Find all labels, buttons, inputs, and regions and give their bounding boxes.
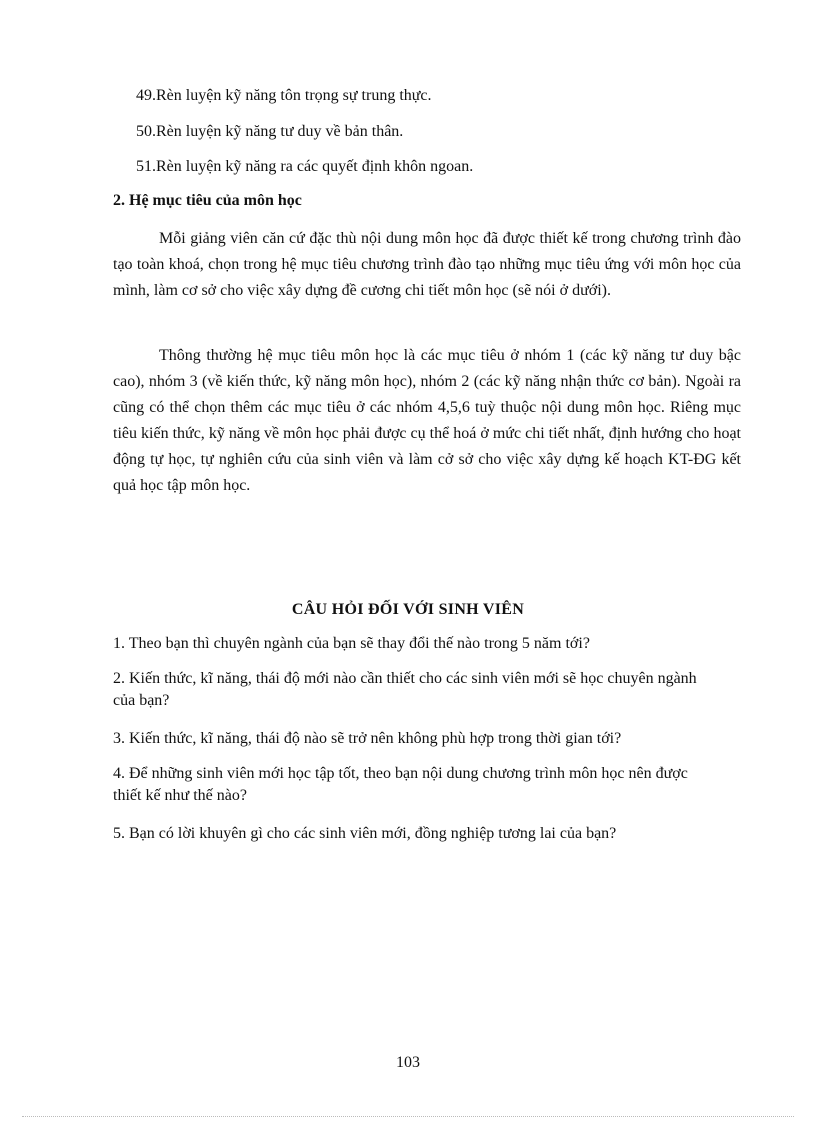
question-item: 2. Kiến thức, kĩ năng, thái độ mới nào cần thiết cho các sinh viên mới sẽ học chuyên ngành của bạn?	[113, 670, 697, 709]
list-item	[136, 122, 403, 142]
list-item-text: Rèn luyện kỹ năng tôn trọng sự trung thực.	[156, 87, 432, 104]
section-heading: 2. Hệ mục tiêu của môn học	[113, 192, 302, 209]
questions-title: CÂU HỎI ĐỐI VỚI SINH VIÊN	[291, 601, 525, 618]
body-paragraph: Mỗi giảng viên căn cứ đặc thù nội dung môn học đã được thiết kế trong chương trình đào tạo toàn khoá, chọn trong hệ mục tiêu chương trình đào tạo những mục tiêu ứng với môn học của mình, làm cơ sở cho việc xây dựng đề cương chi tiết môn học (sẽ nói ở dưới).	[113, 230, 741, 299]
page-bottom-divider	[22, 1116, 794, 1117]
page-number: 103	[396, 1054, 420, 1071]
question-item: 1. Theo bạn thì chuyên ngành của bạn sẽ thay đổi thế nào trong 5 năm tới?	[113, 635, 590, 652]
list-item	[136, 86, 432, 106]
list-item-text: Rèn luyện kỹ năng ra các quyết định khôn ngoan.	[156, 158, 474, 175]
body-paragraph: Thông thường hệ mục tiêu môn học là các mục tiêu ở nhóm 1 (các kỹ năng tư duy bậc cao), nhóm 3 (về kiến thức, kỹ năng môn học), nhóm 2 (các kỹ năng nhận thức cơ bản). Ngoài ra cũng có thể chọn thêm các mục tiêu ở các nhóm 4,5,6 tuỳ thuộc nội dung môn học. Riêng mục tiêu kiến thức, kỹ năng về môn học phải được cụ thể hoá ở mức chi tiết nhất, định hướng cho hoạt động tự học, tự nghiên cứu của sinh viên và làm cở sở cho việc xây dựng kế hoạch KT-ĐG kết quả học tập môn học.	[113, 347, 741, 494]
list-item	[136, 157, 473, 177]
list-item-number: 49.	[136, 87, 156, 104]
question-item: 5. Bạn có lời khuyên gì cho các sinh viên mới, đồng nghiệp tương lai của bạn?	[113, 825, 617, 842]
list-item-number: 51.	[136, 158, 156, 175]
question-item: 3. Kiến thức, kĩ năng, thái độ nào sẽ trở nên không phù hợp trong thời gian tới?	[113, 730, 622, 747]
list-item-number: 50.	[136, 123, 156, 140]
question-item: 4. Để những sinh viên mới học tập tốt, theo bạn nội dung chương trình môn học nên được thiết kế như thế nào?	[113, 765, 688, 804]
list-item-text: Rèn luyện kỹ năng tư duy về bản thân.	[156, 123, 404, 140]
